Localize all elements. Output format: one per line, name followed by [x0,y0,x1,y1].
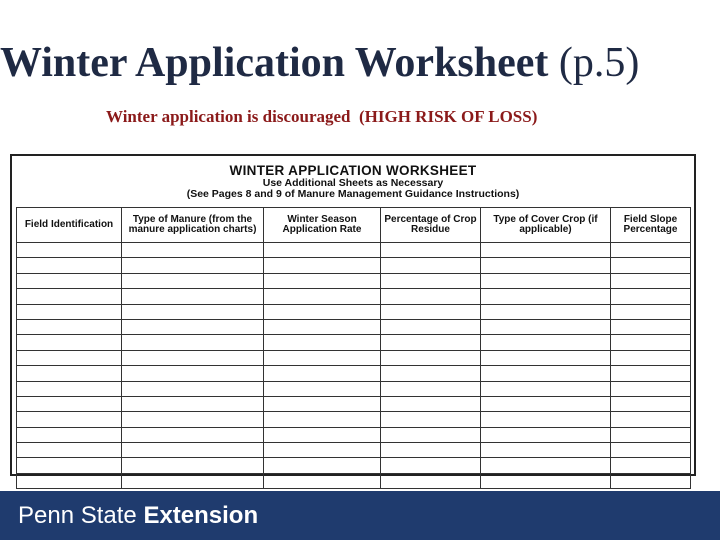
worksheet-header [12,164,694,200]
table-cell [481,319,611,334]
table-cell [264,381,381,396]
table-cell [122,427,264,442]
table-row [17,396,691,411]
table-row [17,412,691,427]
table-cell [611,273,691,288]
table-cell [122,443,264,458]
table-cell [611,381,691,396]
table-cell [481,366,611,381]
table-row [17,319,691,334]
table-cell [17,243,122,258]
column-header: Type of Cover Crop (if applicable) [481,208,611,243]
table-cell [481,350,611,365]
slide-subtitle: Winter application is discouraged (HIGH RISK OF LOSS) [106,107,538,126]
column-header: Percentage of Crop Residue [381,208,481,243]
table-cell [17,381,122,396]
table-cell [122,381,264,396]
table-row [17,273,691,288]
table-cell [611,289,691,304]
table-cell [611,443,691,458]
table-row [17,443,691,458]
table-cell [17,427,122,442]
brand-bold: Extension [143,502,259,529]
table-cell [481,273,611,288]
table-cell [381,427,481,442]
table-cell [264,427,381,442]
table-cell [611,304,691,319]
table-cell [381,304,481,319]
table-row [17,427,691,442]
table-cell [122,396,264,411]
table-cell [122,458,264,473]
table-cell [264,458,381,473]
table-cell [481,427,611,442]
table-cell [611,473,691,488]
worksheet-header-row [17,208,691,243]
slide-title-page: (p.5) [558,40,640,86]
table-cell [264,335,381,350]
table-cell [381,273,481,288]
table-cell [381,381,481,396]
table-cell [17,289,122,304]
table-row [17,381,691,396]
slide-title-main: Winter Application Worksheet [0,40,549,86]
table-cell [481,335,611,350]
table-cell [481,304,611,319]
brand-light: Penn State [18,502,137,529]
table-cell [481,443,611,458]
worksheet-table [16,207,691,489]
footer-bar [0,491,720,540]
table-cell [381,396,481,411]
penn-state-extension-logo [18,501,258,531]
table-cell [264,443,381,458]
table-cell [264,366,381,381]
table-cell [381,335,481,350]
table-cell [122,258,264,273]
table-cell [381,258,481,273]
table-cell [17,304,122,319]
table-cell [611,319,691,334]
table-row [17,350,691,365]
worksheet-body [17,243,691,489]
table-cell [264,273,381,288]
table-cell [381,243,481,258]
table-cell [611,458,691,473]
table-cell [264,396,381,411]
table-cell [122,319,264,334]
table-cell [611,412,691,427]
table-cell [481,396,611,411]
table-cell [611,366,691,381]
table-cell [122,304,264,319]
table-cell [122,273,264,288]
table-cell [17,366,122,381]
table-cell [381,289,481,304]
table-row [17,243,691,258]
table-cell [17,335,122,350]
column-header: Type of Manure (from the manure application charts) [122,208,264,243]
table-row [17,258,691,273]
table-cell [381,350,481,365]
column-header: Winter Season Application Rate [264,208,381,243]
table-row [17,289,691,304]
table-cell [122,335,264,350]
table-cell [264,412,381,427]
table-cell [381,443,481,458]
table-cell [17,443,122,458]
table-cell [611,350,691,365]
table-cell [264,243,381,258]
table-cell [122,412,264,427]
table-cell [122,473,264,488]
table-cell [611,258,691,273]
table-cell [122,243,264,258]
table-row [17,473,691,488]
table-cell [381,458,481,473]
table-cell [17,350,122,365]
table-cell [481,258,611,273]
table-cell [381,473,481,488]
table-cell [481,381,611,396]
table-row [17,366,691,381]
table-cell [17,273,122,288]
table-cell [17,473,122,488]
worksheet-image [10,154,696,476]
table-row [17,335,691,350]
table-cell [381,412,481,427]
table-cell [481,458,611,473]
slide-title [0,38,720,88]
table-cell [122,366,264,381]
table-cell [481,412,611,427]
table-cell [264,350,381,365]
table-row [17,458,691,473]
table-cell [264,473,381,488]
table-cell [611,427,691,442]
table-cell [264,304,381,319]
column-header: Field Slope Percentage [611,208,691,243]
table-cell [17,258,122,273]
worksheet-subtitle-2: (See Pages 8 and 9 of Manure Management Guidance Instructions) [186,188,520,200]
table-row [17,304,691,319]
table-cell [481,243,611,258]
table-cell [481,473,611,488]
table-cell [381,319,481,334]
column-header: Field Identification [17,208,122,243]
table-cell [17,396,122,411]
table-cell [264,258,381,273]
table-cell [264,289,381,304]
table-cell [381,366,481,381]
worksheet-subtitle-1: Use Additional Sheets as Necessary [262,177,444,189]
table-cell [611,243,691,258]
worksheet-title: WINTER APPLICATION WORKSHEET [229,163,477,178]
table-cell [481,289,611,304]
table-cell [17,319,122,334]
table-cell [122,289,264,304]
table-cell [17,458,122,473]
table-cell [122,350,264,365]
table-cell [264,319,381,334]
table-cell [611,396,691,411]
table-cell [17,412,122,427]
table-cell [611,335,691,350]
